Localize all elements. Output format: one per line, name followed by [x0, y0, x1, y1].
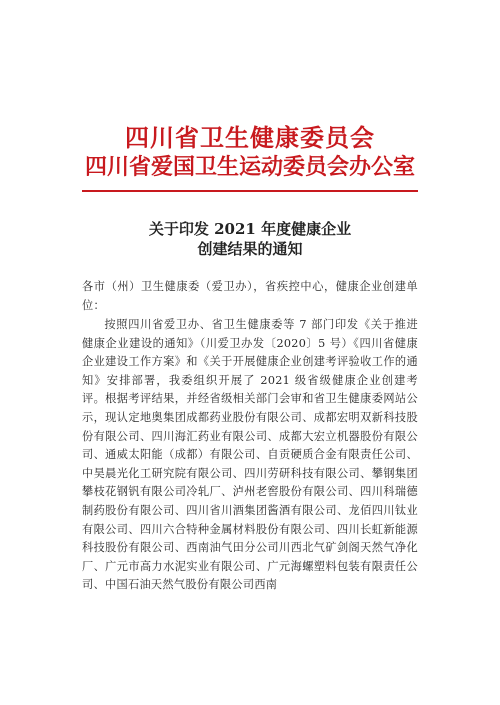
- salutation-block: [82, 278, 418, 315]
- body-paragraph-text: 按照四川省爱卫办、省卫生健康委等 7 部门印发《关于推进健康企业建设的通知》（川爱卫办发〔2020〕5 号）《四川省健康企业建设工作方案》和《关于开展健康企业创建考评验收工作的通知》安排部署，我委组织开展了 2021 级省级健康企业创建考评。根据考评结果，并经省级相关部门会审和省卫生健康委网站公示，现认定地奥集团成都药业股份有限公司、成都宏明双新科技股份有限公司、四川海汇药业有限公司、成都大宏立机器股份有限公司、通威太阳能（成都）有限公司、自贡硬质合金有限责任公司、中昊晨光化工研究院有限公司、四川劳研科技有限公司、攀钢集团攀枝花钢钒有限公司冷轧厂、泸州老窖股份有限公司、四川科瑞德制药股份有限公司、四川省川酒集团酱酒有限公司、龙佰四川钛业有限公司、四川六合特种金属材料股份有限公司、四川长虹新能源科技股份有限公司、西南油气田分公司川西北气矿剑阁天然气净化厂、广元市高力水泥实业有限公司、广元海螺塑料包装有限责任公司、中国石油天然气股份有限公司西南: [82, 318, 418, 592]
- document-title-line1: 关于印发 2021 年度健康企业: [148, 220, 352, 238]
- header-red-rule: [82, 190, 418, 192]
- body-paragraph-block: [82, 316, 418, 595]
- salutation-text: 各市（州）卫生健康委（爱卫办），省疾控中心，健康企业创建单位：: [82, 280, 418, 312]
- issuer-name-health-commission: 四川省卫生健康委员会: [125, 124, 375, 152]
- issuer-name-patriotic-health-office: 四川省爱国卫生运动委员会办公室: [84, 155, 415, 180]
- document-title-line2: 创建结果的通知: [197, 240, 303, 258]
